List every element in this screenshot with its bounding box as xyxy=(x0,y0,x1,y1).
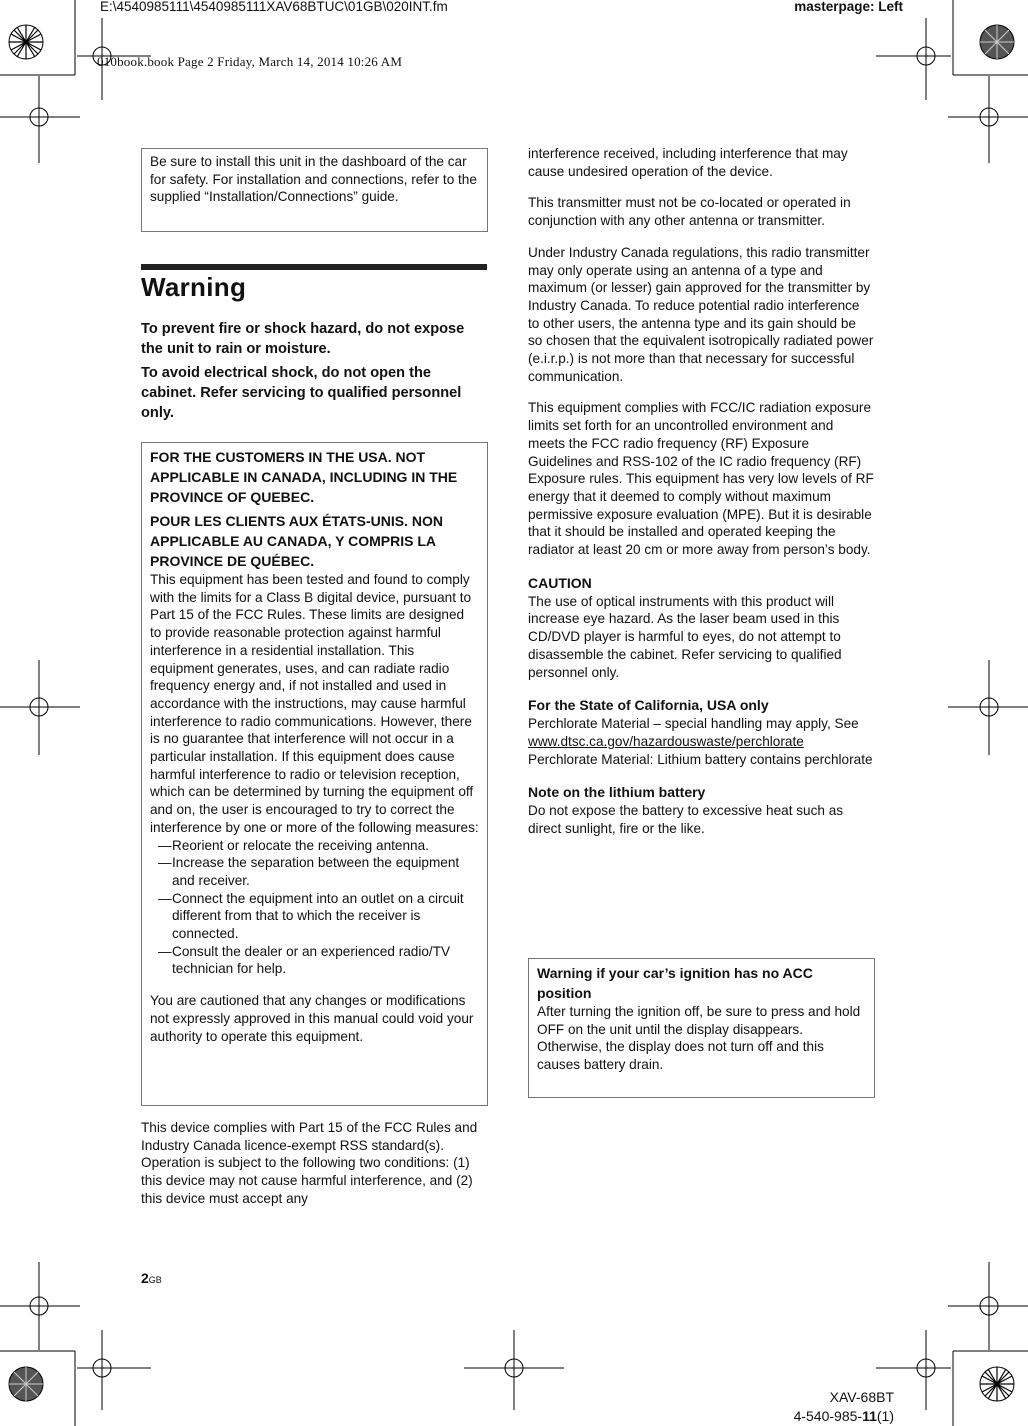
fcc-heading-fr: POUR LES CLIENTS AUX ÉTATS-UNIS. NON APPLICABLE AU CANADA, Y COMPRIS LA PROVINCE DE QUÉBEC. xyxy=(150,513,443,569)
california-heading: For the State of California, USA only xyxy=(528,697,769,714)
caution-heading: CAUTION xyxy=(528,574,592,591)
warning-rule xyxy=(141,264,487,270)
part-number-prefix: 4-540-985- xyxy=(793,1408,863,1424)
page-number-value: 2 xyxy=(141,1270,149,1286)
model-name: XAV-68BT xyxy=(829,1389,894,1405)
interference-continuation: interference received, including interference that may cause undesired operation of the device. xyxy=(528,146,848,179)
lithium-text: Do not expose the battery to excessive heat such as direct sunlight, fire or the like. xyxy=(528,803,844,837)
right-column xyxy=(528,145,874,838)
compliance-conditions: Operation is subject to the following two conditions: (1) this device may not cause harmful interference, and (2) this device must accept any xyxy=(141,1155,473,1206)
list-item: — Connect the equipment into an outlet on a circuit different from that to which the receiver is connected. xyxy=(150,890,479,943)
warning-lead-fire: To prevent fire or shock hazard, do not expose the unit to rain or moisture. xyxy=(141,321,465,357)
fcc-body: This equipment has been tested and found to comply with the limits for a Class B digital device, pursuant to Part 15 of the FCC Rules. These limits are designed to provide reasonable protection against harmful interference in a residential installation. This equipment generates, uses, and can radiate radio frequency energy and, if not installed and used in accordance with the instructions, may cause harmful interference to radio communications. However, there is no guarantee that interference will not occur in a particular installation. If this equipment does cause harmful interference to radio or television reception, which can be determined by turning the equipment off and on, the user is encouraged to try to correct the interference by one or more of the following measures: xyxy=(150,572,479,835)
california-text: Perchlorate Material – special handling may apply, See xyxy=(528,716,859,732)
part-number xyxy=(794,1407,894,1426)
acc-warning-consequence: Otherwise, the display does not turn off and this causes battery drain. xyxy=(537,1039,824,1073)
list-item: — Reorient or relocate the receiving antenna. xyxy=(150,837,479,855)
part-number-suffix: (1) xyxy=(876,1408,894,1424)
list-item: — Consult the dealer or an experienced radio/TV technician for help. xyxy=(150,943,479,978)
install-notice-text: Be sure to install this unit in the dashboard of the car for safety. For installation and connections, refer to the supplied “Installation/Connections” guide. xyxy=(150,154,477,205)
model-info xyxy=(794,1388,894,1426)
install-notice-box xyxy=(141,148,488,232)
page-number xyxy=(141,1270,162,1286)
book-info-line: 010book.book Page 2 Friday, March 14, 2014 10:26 AM xyxy=(97,54,403,69)
colocation-text: This transmitter must not be co-located or operated in conjunction with any other antenna or transmitter. xyxy=(528,195,851,229)
acc-warning-box xyxy=(528,958,875,1098)
lithium-heading: Note on the lithium battery xyxy=(528,784,706,801)
fcc-heading-en: FOR THE CUSTOMERS IN THE USA. NOT APPLICABLE IN CANADA, INCLUDING IN THE PROVINCE OF QUEBEC. xyxy=(150,449,458,505)
fcc-measures-list xyxy=(150,837,479,979)
fcc-notice-box xyxy=(141,442,488,1106)
compliance-statement: This device complies with Part 15 of the FCC Rules and Industry Canada licence-exempt RSS standard(s). xyxy=(141,1120,478,1153)
acc-warning-heading: Warning if your car’s ignition has no ACC position xyxy=(537,965,813,1001)
perchlorate-link[interactable]: www.dtsc.ca.gov/hazardouswaste/perchlorate xyxy=(528,733,804,749)
warning-lead-shock: To avoid electrical shock, do not open the cabinet. Refer servicing to qualified personnel only. xyxy=(141,365,462,421)
perchlorate-text: Perchlorate Material: Lithium battery contains perchlorate xyxy=(528,751,873,767)
industry-canada-text: Under Industry Canada regulations, this radio transmitter may only operate using an antenna of a type and maximum (or lesser) gain approved for the transmitter by Industry Canada. To reduce potential radio interference to other users, the antenna type and its gain should be so chosen that the equivalent isotropically radiated power (e.i.r.p.) is not more than that necessary for successful communication. xyxy=(528,244,874,384)
list-item: — Increase the separation between the equipment and receiver. xyxy=(150,854,479,889)
radiation-exposure-text: This equipment complies with FCC/IC radiation exposure limits set forth for an uncontrolled environment and meets the FCC radio frequency (RF) Exposure Guidelines and RSS-102 of the IC radio frequency (RF) Exposure rules. This equipment has very low levels of RF energy that it deemed to comply without maximum permissive exposure evaluation (MPE). But it is desirable that it should be installed and operated keeping the radiator at least 20 cm or more away from person’s body. xyxy=(528,400,874,558)
warning-heading: Warning xyxy=(141,272,247,302)
part-number-bold: 11 xyxy=(862,1408,877,1424)
page-number-suffix: GB xyxy=(148,1275,162,1285)
compliance-section xyxy=(141,1119,488,1208)
caution-text: The use of optical instruments with this product will increase eye hazard. As the laser beam used in this CD/DVD player is harmful to eyes, do not attempt to disassemble the cabinet. Refer servicing to qualified personnel only. xyxy=(528,593,842,680)
fcc-caution: You are cautioned that any changes or modifications not expressly approved in this manual could void your authority to operate this equipment. xyxy=(150,993,474,1044)
file-path: E:\4540985111\4540985111XAV68BTUC\01GB\020INT.fm xyxy=(100,0,448,14)
acc-warning-text: After turning the ignition off, be sure to press and hold OFF on the unit until the display disappears. xyxy=(537,1004,861,1037)
masterpage-label: masterpage: Left xyxy=(794,0,903,14)
warning-leads xyxy=(141,319,488,423)
